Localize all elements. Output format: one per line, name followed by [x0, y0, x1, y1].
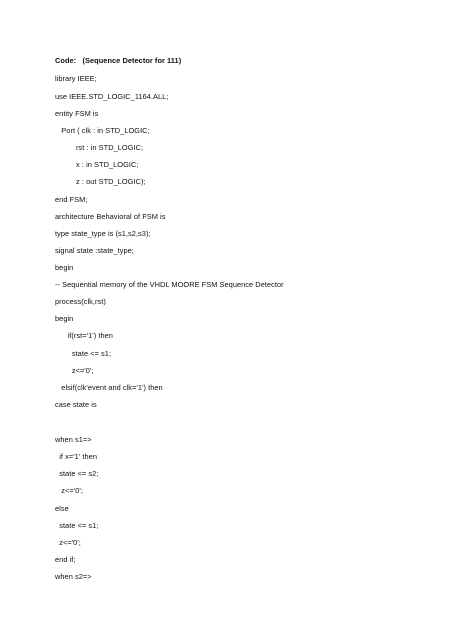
code-line: end FSM; [55, 195, 88, 204]
code-line: architecture Behavioral of FSM is [55, 212, 166, 221]
code-line: signal state :state_type; [55, 246, 134, 255]
code-line: entity FSM is [55, 109, 99, 118]
code-line: case state is [55, 400, 97, 409]
code-line: library IEEE; [55, 74, 97, 83]
code-line: -- Sequential memory of the VHDL MOORE FSM Sequence Detector [55, 280, 284, 289]
code-line: rst : in STD_LOGIC; [55, 143, 144, 152]
code-line: state <= s2; [55, 469, 99, 478]
code-line: type state_type is (s1,s2,s3); [55, 229, 151, 238]
code-line: z : out STD_LOGIC); [55, 177, 146, 186]
code-line: state <= s1; [55, 521, 99, 530]
code-line: z<='0'; [55, 486, 83, 495]
code-line: use IEEE.STD_LOGIC_1164.ALL; [55, 92, 169, 101]
code-line: when s2=> [55, 572, 92, 581]
code-line: end if; [55, 555, 76, 564]
code-line: z<='0'; [55, 538, 81, 547]
code-line: z<='0'; [55, 366, 94, 375]
code-line: if x='1' then [55, 452, 97, 461]
code-line: x : in STD_LOGIC; [55, 160, 139, 169]
code-line: Port ( clk : in STD_LOGIC; [55, 126, 150, 135]
code-line: elsif(clk'event and clk='1') then [55, 383, 163, 392]
code-heading [55, 56, 181, 66]
code-label: Code: [55, 56, 77, 65]
code-line: begin [55, 263, 74, 272]
code-line: if(rst='1') then [55, 331, 113, 340]
code-line: begin [55, 314, 74, 323]
code-title: (Sequence Detector for 111) [82, 56, 182, 65]
code-line: when s1=> [55, 435, 92, 444]
code-line: state <= s1; [55, 349, 112, 358]
code-line: else [55, 504, 69, 513]
code-line: process(clk,rst) [55, 297, 106, 306]
